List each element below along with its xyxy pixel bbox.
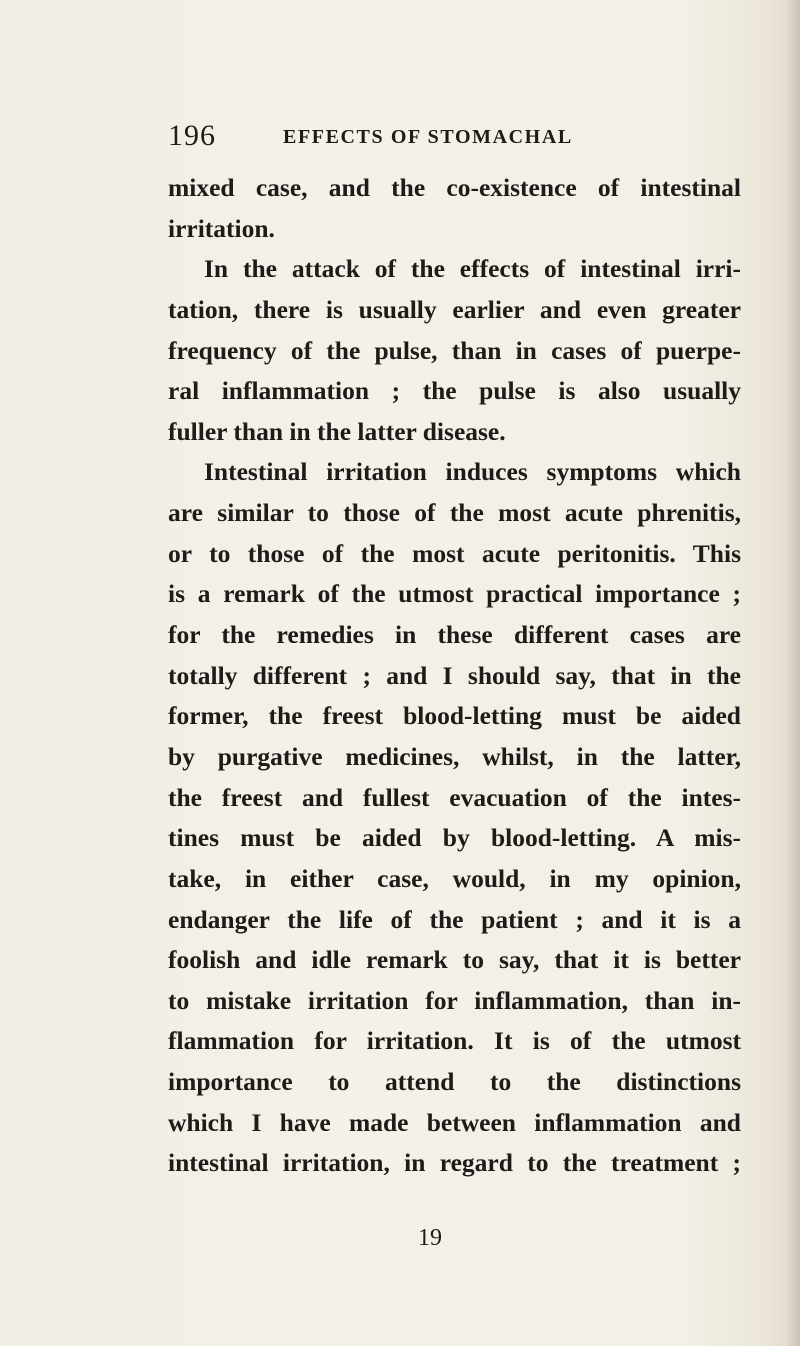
text-line: foolish and idle remark to say, that it is better [168, 945, 741, 975]
text-line: flammation for irritation. It is of the utmost [168, 1026, 741, 1056]
text-line: by purgative medicines, whilst, in the latter, [168, 741, 741, 771]
text-line: is a remark of the utmost practical importance ; [168, 579, 741, 609]
body-text [168, 168, 741, 1184]
text-line: to mistake irritation for inflammation, than in- [168, 985, 741, 1015]
text-line: mixed case, and the co-existence of intestinal [168, 173, 741, 202]
text-line: are similar to those of the most acute phrenitis, [168, 498, 741, 528]
page-edge-shadow [786, 0, 800, 1346]
text-line: which I have made between inflammation and [168, 1107, 741, 1137]
text-line: former, the freest blood-letting must be aided [168, 701, 741, 731]
text-line: take, in either case, would, in my opinion, [168, 863, 741, 893]
page-header [168, 118, 728, 154]
text-line: In the attack of the effects of intestinal irri- [204, 254, 741, 284]
text-line: endanger the life of the patient ; and it is a [168, 904, 741, 934]
page-number: 196 [168, 119, 216, 152]
text-line: importance to attend to the distinctions [168, 1067, 741, 1097]
text-line: ral inflammation ; the pulse is also usually [168, 376, 741, 406]
text-line: tines must be aided by blood-letting. A mis- [168, 823, 741, 853]
running-head: EFFECTS OF STOMACHAL [283, 126, 573, 148]
text-line: frequency of the pulse, than in cases of puerpe- [168, 335, 741, 365]
text-line: tation, there is usually earlier and even greater [168, 294, 741, 324]
text-line: Intestinal irritation induces symptoms which [204, 457, 741, 487]
text-line: irritation. [168, 213, 275, 243]
text-line: totally different ; and I should say, that in the [168, 660, 741, 690]
text-line: fuller than in the latter disease. [168, 416, 506, 446]
text-line: or to those of the most acute peritonitis. This [168, 538, 741, 568]
text-line: for the remedies in these different cases are [168, 620, 741, 650]
text-line: intestinal irritation, in regard to the treatment ; [168, 1148, 741, 1178]
signature-mark: 19 [418, 1225, 442, 1251]
text-line: the freest and fullest evacuation of the intes- [168, 782, 741, 812]
